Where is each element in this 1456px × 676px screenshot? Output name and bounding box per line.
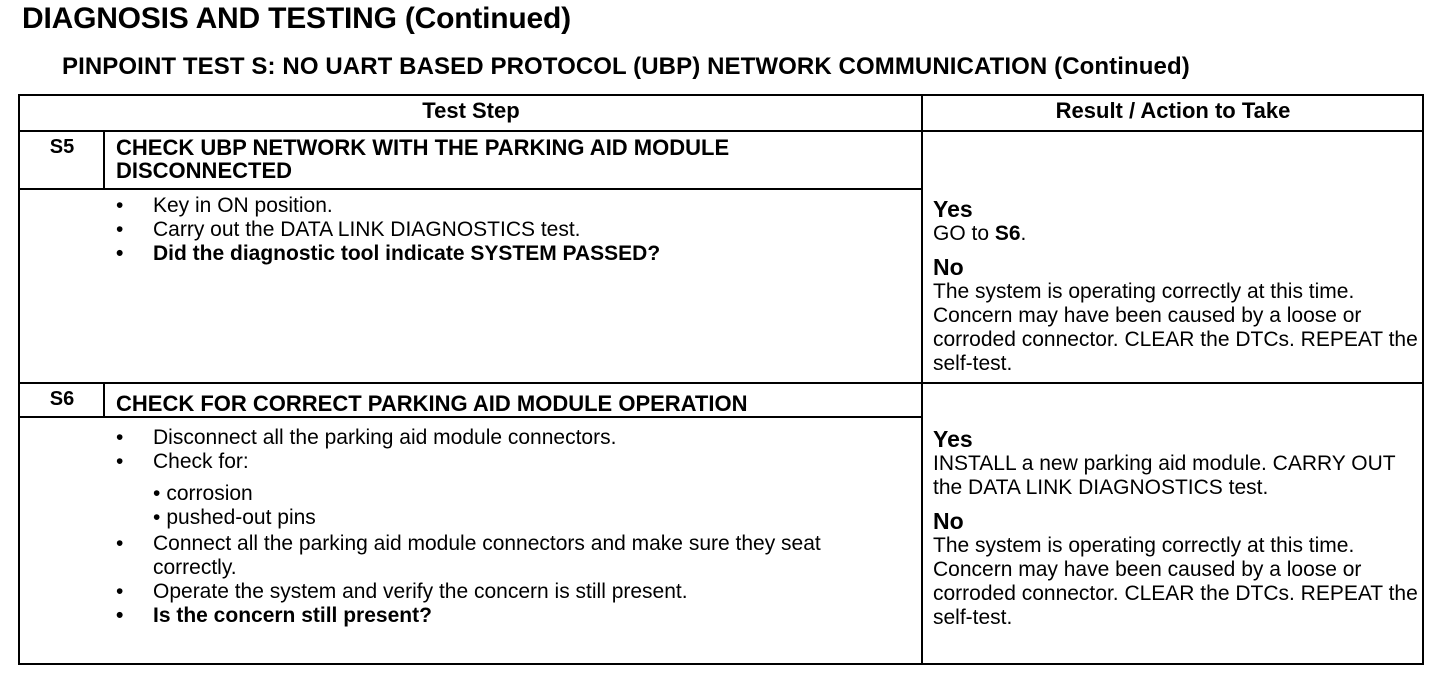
yes-label: Yes: [933, 426, 973, 452]
list-item: • Carry out the DATA LINK DIAGNOSTICS test.: [116, 218, 906, 242]
step-title-s6: CHECK FOR CORRECT PARKING AID MODULE OPERATION: [116, 391, 748, 416]
list-item: • Is the concern still present?: [116, 604, 906, 628]
list-item: • Check for: • corrosion • pushed-out pins: [116, 450, 906, 530]
pinpoint-test-table: [18, 94, 1424, 665]
check-item: • pushed-out pins: [153, 506, 316, 529]
step-id-s5: S5: [49, 136, 75, 158]
step-actions-s5: [116, 194, 906, 266]
no-label: No: [933, 508, 964, 534]
goto-step-link: S6: [994, 222, 1021, 245]
no-action: The system is operating correctly at this time. Concern may have been caused by a loose or corroded connector. CLEAR the DTCs. REPEAT the self-test.: [933, 534, 1418, 629]
result-s6: [933, 426, 1421, 638]
column-divider: [921, 96, 923, 663]
step-id-s6: S6: [49, 388, 75, 410]
list-item: • Disconnect all the parking aid module connectors.: [116, 426, 906, 450]
list-item: • Did the diagnostic tool indicate SYSTEM PASSED?: [116, 242, 906, 266]
yes-label: Yes: [933, 196, 973, 222]
yes-action: GO to S6.: [933, 222, 1027, 245]
list-item: • Connect all the parking aid module connectors and make sure they seat correctly.: [116, 532, 906, 580]
s5-title-divider: [20, 188, 922, 190]
pinpoint-test-title: PINPOINT TEST S: NO UART BASED PROTOCOL (UBP) NETWORK COMMUNICATION (Continued): [62, 53, 1190, 80]
page-heading: DIAGNOSIS AND TESTING (Continued): [22, 2, 571, 35]
result-s5: [933, 196, 1421, 384]
no-label: No: [933, 254, 964, 280]
list-item: • Operate the system and verify the concern is still present.: [116, 580, 906, 604]
step-title-s5: CHECK UBP NETWORK WITH THE PARKING AID MODULE DISCONNECTED: [116, 135, 730, 183]
step-actions-s6: [116, 426, 906, 628]
header-test-step: Test Step: [422, 98, 520, 123]
yes-action: INSTALL a new parking aid module. CARRY OUT the DATA LINK DIAGNOSTICS test.: [933, 452, 1396, 499]
check-item: • corrosion: [153, 482, 253, 505]
no-action: The system is operating correctly at this time. Concern may have been caused by a loose or corroded connector. CLEAR the DTCs. REPEAT the self-test.: [933, 280, 1418, 375]
s6-title-divider: [20, 416, 922, 418]
header-result-action: Result / Action to Take: [1055, 98, 1291, 123]
list-item: • Key in ON position.: [116, 194, 906, 218]
header-divider: [20, 130, 1422, 132]
